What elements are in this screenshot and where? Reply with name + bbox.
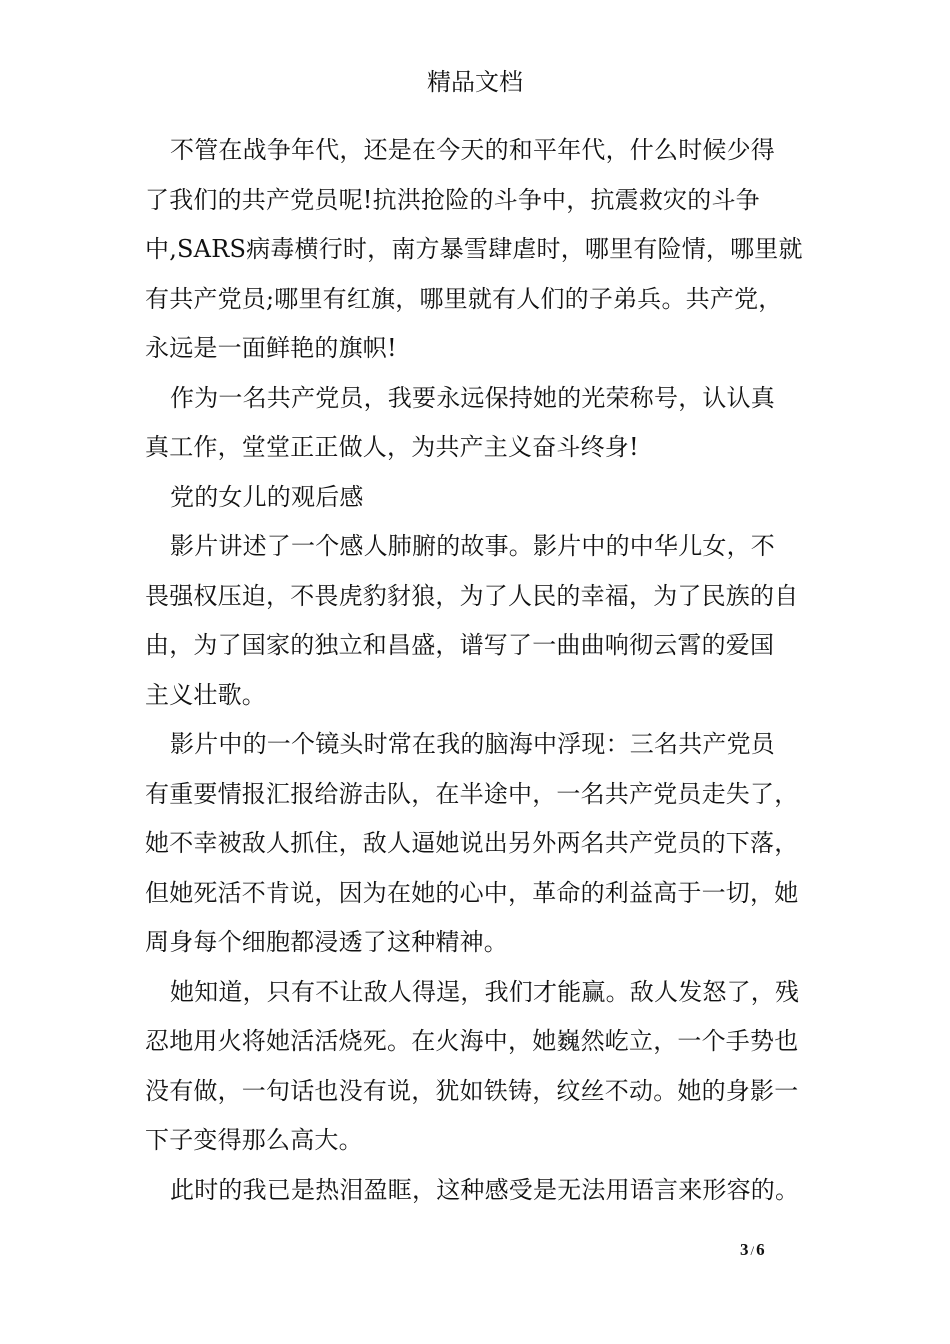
text-line: 畏强权压迫，不畏虎豹豺狼，为了人民的幸福，为了民族的自: [145, 581, 799, 610]
document-body: [145, 126, 830, 1215]
page-header: 精品文档: [427, 68, 523, 96]
text-line: 永远是一面鲜艳的旗帜!: [145, 334, 397, 362]
page-number: [740, 1240, 765, 1260]
section-heading: 党的女儿的观后感: [170, 482, 364, 511]
page-number-current: 3: [740, 1240, 749, 1259]
text-line: 影片中的一个镜头时常在我的脑海中浮现：三名共产党员: [170, 730, 775, 758]
page-number-total: 6: [756, 1240, 765, 1259]
text-line: 周身每个细胞都浸透了这种精神。: [145, 928, 508, 956]
text-line: 她不幸被敌人抓住，敌人逼她说出另外两名共产党员的下落，: [145, 829, 799, 857]
text-line: 由，为了国家的独立和昌盛，谱写了一曲曲响彻云霄的爱国: [145, 631, 775, 659]
text-line: 下子变得那么高大。: [145, 1126, 363, 1154]
text-line: 主义壮歌。: [145, 680, 266, 709]
text-line: 中,SARS病毒横行时，南方暴雪肆虐时，哪里有险情，哪里就: [145, 235, 803, 263]
text-line: 她知道，只有不让敌人得逞，我们才能赢。敌人发怒了，残: [170, 977, 800, 1006]
text-line: 真工作，堂堂正正做人，为共产主义奋斗终身!: [145, 433, 639, 461]
text-line: 此时的我已是热泪盈眶，这种感受是无法用语言来形容的。: [170, 1175, 800, 1204]
text-line: 有共产党员;哪里有红旗，哪里就有人们的子弟兵。共产党，: [145, 284, 783, 313]
text-line: 但她死活不肯说，因为在她的心中，革命的利益高于一切，她: [145, 878, 799, 907]
text-line: 了我们的共产党员呢!抗洪抢险的斗争中，抗震救灾的斗争: [145, 185, 760, 214]
text-line: 作为一名共产党员，我要永远保持她的光荣称号，认认真: [170, 383, 775, 412]
text-line: 影片讲述了一个感人肺腑的故事。影片中的中华儿女，不: [170, 532, 775, 560]
text-line: 有重要情报汇报给游击队，在半途中，一名共产党员走失了，: [145, 779, 799, 808]
page-number-separator: /: [750, 1243, 755, 1258]
text-line: 忍地用火将她活活烧死。在火海中，她巍然屹立，一个手势也: [145, 1027, 799, 1055]
text-line: 没有做，一句话也没有说，犹如铁铸，纹丝不动。她的身影一: [145, 1076, 799, 1105]
text-line: 不管在战争年代，还是在今天的和平年代，什么时候少得: [170, 136, 775, 164]
